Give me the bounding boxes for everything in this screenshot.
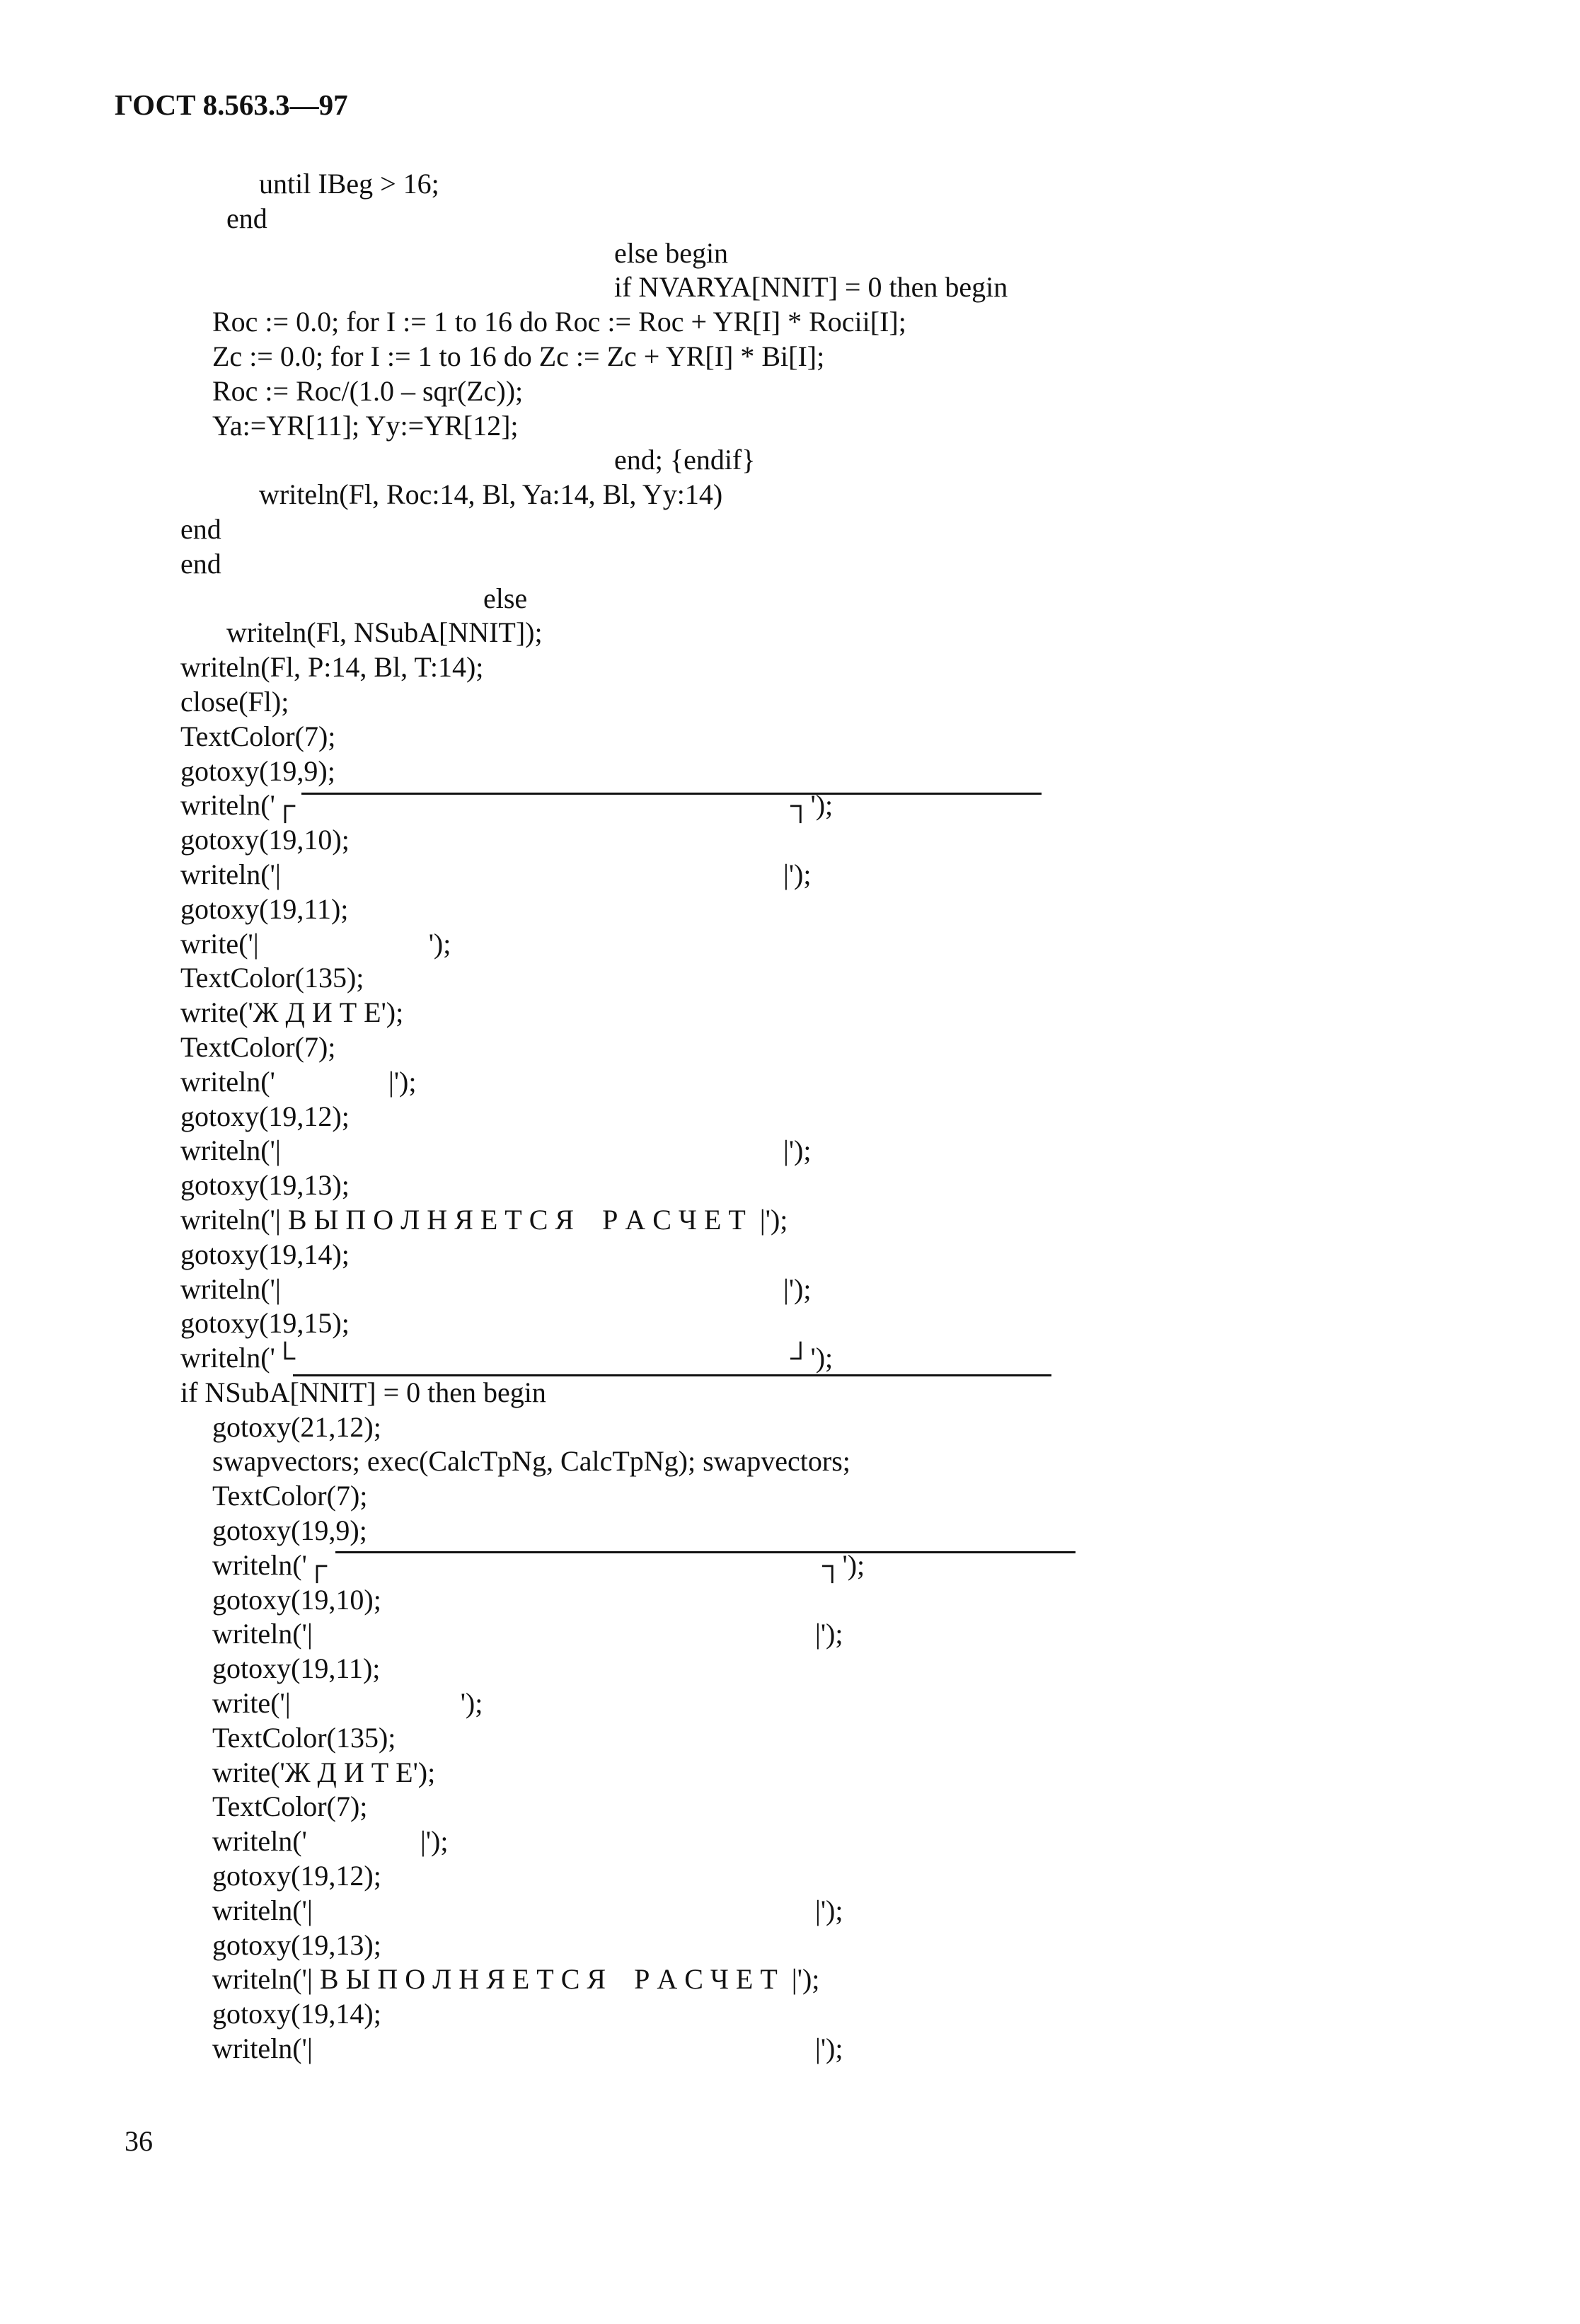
code-line (0, 1962, 1580, 1997)
code-line-text: TextColor(7); (180, 720, 336, 752)
code-line-text: writeln('| |'); (212, 2032, 843, 2065)
frame-top-rule (301, 793, 1042, 795)
code-line (0, 374, 1580, 409)
code-line-text: gotoxy(19,10); (180, 824, 350, 856)
code-line-text: writeln('| В Ы П О Л Н Я Е Т С Я Р А С Ч Е Т |'); (212, 1963, 820, 1996)
code-line-text: write('| '); (212, 1687, 483, 1720)
code-line-text: gotoxy(19,13); (212, 1928, 381, 1961)
code-line (0, 1514, 1580, 1548)
code-line (0, 823, 1580, 858)
code-line (0, 1168, 1580, 1203)
code-line-text: until IBeg > 16; (259, 168, 439, 200)
code-line-text: Zc := 0.0; for I := 1 to 16 do Zc := Zc + YR[I] * Bi[I]; (212, 340, 825, 372)
code-line-text: else begin (614, 236, 729, 269)
code-line (0, 1479, 1580, 1514)
code-line (0, 1030, 1580, 1065)
code-line (0, 1686, 1580, 1721)
code-line-text: TextColor(7); (212, 1790, 368, 1823)
code-line (0, 512, 1580, 547)
code-line-text: write('Ж Д И Т Е'); (212, 1756, 436, 1788)
code-line (0, 305, 1580, 340)
code-line (0, 547, 1580, 582)
page-number: 36 (125, 2125, 153, 2157)
code-line-text: TextColor(7); (212, 1480, 368, 1512)
code-line-text: if NVARYA[NNIT] = 0 then begin (614, 271, 1008, 304)
code-line (0, 1756, 1580, 1790)
code-line (0, 340, 1580, 374)
code-line-text: close(Fl); (180, 685, 289, 718)
code-line (0, 478, 1580, 512)
code-line (0, 202, 1580, 236)
code-line (0, 1341, 1580, 1376)
code-line (0, 1065, 1580, 1100)
code-line-text: writeln('└ ┘'); (180, 1342, 834, 1374)
code-line-text: gotoxy(19,10); (212, 1583, 381, 1616)
code-line-text: gotoxy(19,11); (212, 1652, 381, 1685)
code-line (0, 1928, 1580, 1963)
code-line (0, 1997, 1580, 2032)
code-line-text: Roc := Roc/(1.0 – sqr(Zc)); (212, 374, 524, 407)
code-line-text: gotoxy(21,12); (212, 1410, 381, 1443)
pascal-code-listing (0, 167, 1580, 2066)
code-line-text: writeln('| В Ы П О Л Н Я Е Т С Я Р А С Ч Е Т |'); (180, 1203, 788, 1236)
code-line (0, 858, 1580, 892)
frame-bottom-rule (293, 1374, 1051, 1376)
code-line-text: writeln(Fl, Roc:14, Bl, Ya:14, Bl, Yy:14) (259, 478, 723, 511)
code-line-text: if NSubA[NNIT] = 0 then begin (180, 1376, 546, 1408)
code-line-text: writeln(Fl, P:14, Bl, T:14); (180, 651, 484, 684)
code-line (0, 409, 1580, 444)
code-line (0, 236, 1580, 271)
code-line (0, 892, 1580, 927)
code-line-text: gotoxy(19,15); (180, 1307, 350, 1340)
code-line (0, 443, 1580, 478)
code-line-text: gotoxy(19,12); (212, 1860, 381, 1892)
code-line (0, 1306, 1580, 1341)
code-line-text: Ya:=YR[11]; Yy:=YR[12]; (212, 409, 519, 442)
code-line-text: writeln('| |'); (180, 1272, 812, 1305)
code-line (0, 1272, 1580, 1307)
code-line (0, 1548, 1580, 1583)
code-line (0, 1617, 1580, 1652)
code-line (0, 270, 1580, 305)
code-line (0, 1790, 1580, 1824)
code-line (0, 2032, 1580, 2066)
code-line-text: else (483, 582, 528, 614)
code-line (0, 650, 1580, 685)
code-line (0, 1100, 1580, 1134)
code-line-text: Roc := 0.0; for I := 1 to 16 do Roc := Roc + YR[I] * Rocii[I]; (212, 306, 906, 338)
code-line-text: TextColor(135); (180, 962, 364, 994)
code-line (0, 685, 1580, 720)
code-line (0, 996, 1580, 1030)
code-line-text: gotoxy(19,14); (180, 1238, 350, 1270)
code-line (0, 720, 1580, 754)
code-line (0, 582, 1580, 616)
code-line (0, 1376, 1580, 1410)
code-line-text: end (180, 512, 221, 545)
code-line-text: end; {endif} (614, 444, 756, 476)
code-line-text: writeln('| |'); (212, 1618, 843, 1650)
code-line-text: TextColor(135); (212, 1721, 396, 1754)
code-line (0, 1444, 1580, 1479)
code-line-text: writeln('┌ ┐'); (180, 789, 834, 822)
code-line-text: writeln('| |'); (212, 1894, 843, 1926)
code-line (0, 167, 1580, 202)
code-line-text: gotoxy(19,9); (212, 1514, 367, 1547)
code-line-text: write('| '); (180, 927, 451, 960)
code-line-text: gotoxy(19,12); (180, 1100, 350, 1132)
code-line (0, 1894, 1580, 1928)
code-line (0, 1134, 1580, 1168)
code-line (0, 616, 1580, 650)
code-line (0, 1824, 1580, 1859)
frame-top-rule (335, 1551, 1076, 1553)
code-line (0, 961, 1580, 996)
code-line (0, 927, 1580, 962)
code-line (0, 1203, 1580, 1238)
code-line-text: TextColor(7); (180, 1030, 336, 1063)
code-line-text: end (180, 547, 221, 580)
code-line-text: write('Ж Д И Т Е'); (180, 996, 404, 1029)
document-header: ГОСТ 8.563.3—97 (115, 88, 348, 121)
code-line-text: end (226, 202, 267, 234)
code-line (0, 754, 1580, 789)
code-line-text: writeln('| |'); (180, 858, 812, 890)
code-line-text: swapvectors; exec(CalcTpNg, CalcTpNg); swapvectors; (212, 1445, 850, 1478)
code-line-text: writeln(' |'); (212, 1825, 449, 1858)
code-line-text: gotoxy(19,11); (180, 892, 349, 925)
code-line-text: writeln(Fl, NSubA[NNIT]); (226, 616, 543, 649)
code-line-text: gotoxy(19,9); (180, 754, 335, 787)
code-line (0, 1652, 1580, 1686)
code-line-text: gotoxy(19,14); (212, 1998, 381, 2030)
code-line-text: gotoxy(19,13); (180, 1169, 350, 1202)
code-line-text: writeln('| |'); (180, 1134, 812, 1167)
code-line (0, 1238, 1580, 1272)
code-line-text: writeln(' |'); (180, 1065, 417, 1098)
code-line (0, 1721, 1580, 1756)
code-line (0, 1410, 1580, 1445)
code-line (0, 1583, 1580, 1618)
code-line-text: writeln('┌ ┐'); (212, 1548, 865, 1581)
code-line (0, 1859, 1580, 1894)
